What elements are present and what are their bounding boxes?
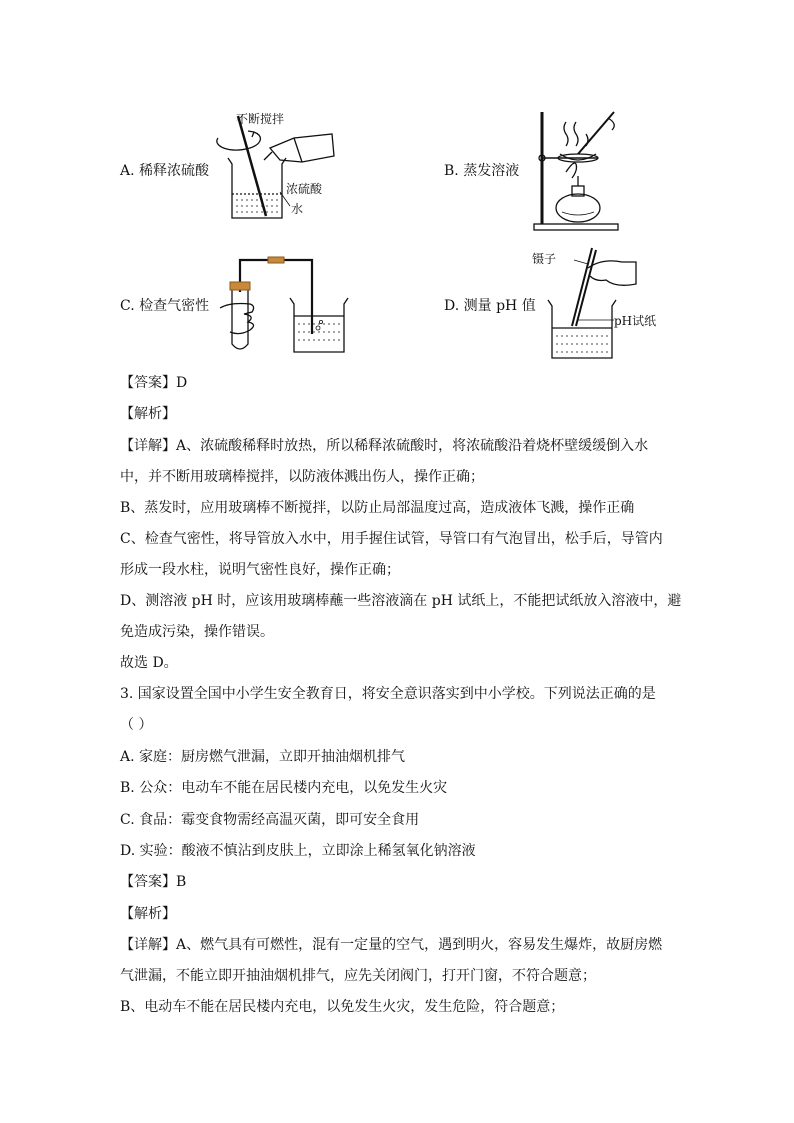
text-line: D、测溶液 pH 时，应该用玻璃棒蘸一些溶液滴在 pH 试纸上，不能把试纸放入溶液中，避 xyxy=(120,593,682,609)
option-a-label: A. 稀释浓硫酸 xyxy=(120,163,210,179)
text-line: 【详解】A、燃气具有可燃性，混有一定量的空气，遇到明火，容易发生爆炸，故厨房燃 xyxy=(120,937,663,953)
question-3-option-c: C. 食品：霉变食物需经高温灭菌，即可安全食用 xyxy=(120,812,420,828)
analysis-heading: 【解析】 xyxy=(120,906,176,922)
answer-line: 【答案】B xyxy=(120,874,187,890)
label-tweezers: 镊子 xyxy=(532,252,557,266)
option-d-label: D. 测量 pH 值 xyxy=(444,298,536,314)
text-line: B、电动车不能在居民楼内充电，以免发生火灾，发生危险，符合题意； xyxy=(120,999,565,1015)
option-c-label: C. 检查气密性 xyxy=(120,298,210,314)
text-line: 中，并不断用玻璃棒搅拌，以防液体溅出伤人，操作正确； xyxy=(120,469,484,485)
label-water: 水 xyxy=(291,202,304,216)
text-line: 免造成污染，操作错误。 xyxy=(120,624,274,640)
question-3-blank: （ ） xyxy=(120,717,153,733)
label-conc-sulfuric-acid: 浓硫酸 xyxy=(286,182,323,196)
text-line: 气泄漏，不能立即开抽油烟机排气，应先关闭阀门，打开门窗，不符合题意； xyxy=(120,968,596,984)
label-stir-continuously: 不断搅拌 xyxy=(236,112,285,126)
analysis-heading: 【解析】 xyxy=(120,406,176,422)
question-3-option-a: A. 家庭：厨房燃气泄漏，立即开抽油烟机排气 xyxy=(120,749,406,765)
figure-evaporation xyxy=(526,108,636,233)
answer-line: 【答案】D xyxy=(120,375,188,391)
text-line: 故选 D。 xyxy=(120,655,178,671)
text-line: 形成一段水柱，说明气密性良好，操作正确； xyxy=(120,562,400,578)
figure-airtightness-check xyxy=(220,252,350,357)
question-3-option-d: D. 实验：酸液不慎沾到皮肤上，立即涂上稀氢氧化钠溶液 xyxy=(120,843,476,859)
text-line: 【详解】A、浓硫酸稀释时放热，所以稀释浓硫酸时，将浓硫酸沿着烧杯壁缓缓倒入水 xyxy=(120,438,649,454)
question-3-stem: 3. 国家设置全国中小学生安全教育日，将安全意识落实到中小学校。下列说法正确的是 xyxy=(120,686,656,702)
figure-measure-ph xyxy=(548,244,638,362)
text-line: B、蒸发时，应用玻璃棒不断搅拌，以防止局部温度过高，造成液体飞溅，操作正确 xyxy=(120,500,635,516)
label-ph-paper: pH试纸 xyxy=(614,314,657,328)
option-b-label: B. 蒸发溶液 xyxy=(444,163,520,179)
text-line: C、检查气密性，将导管放入水中，用手握住试管，导管口有气泡冒出，松手后，导管内 xyxy=(120,531,663,547)
question-3-option-b: B. 公众：电动车不能在居民楼内充电，以免发生火灾 xyxy=(120,780,448,796)
